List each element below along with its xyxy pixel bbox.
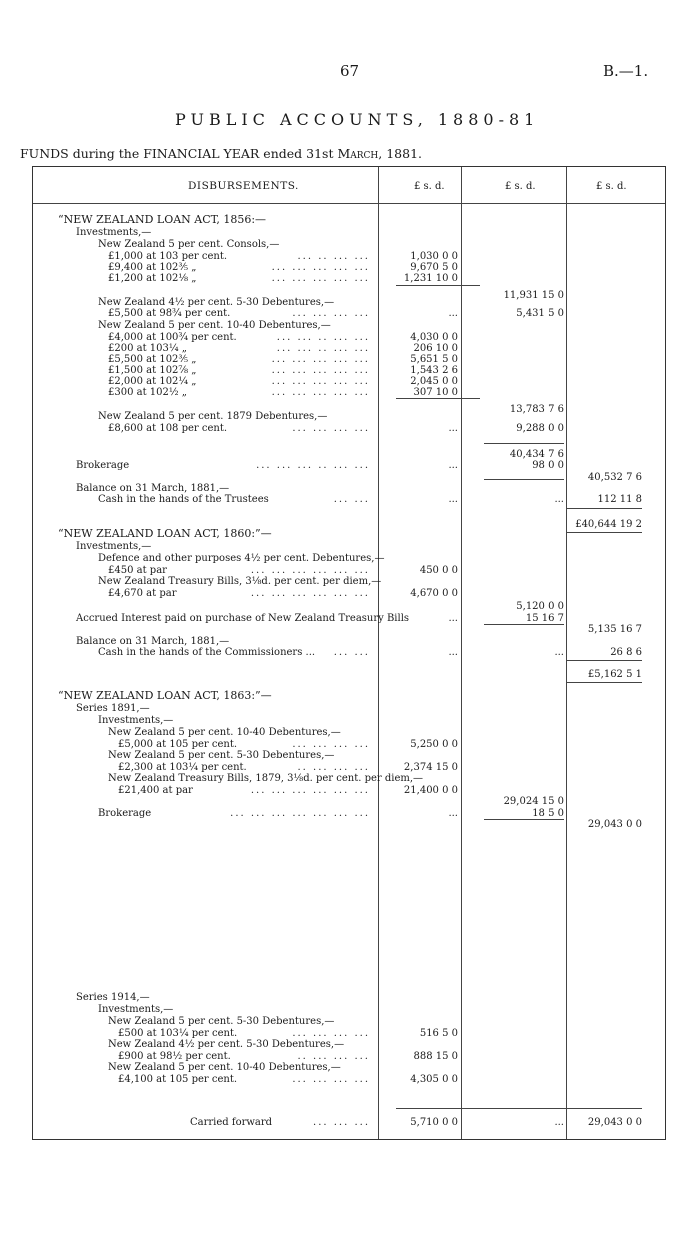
leader-dots: ... ... ... .. ... ... [256, 460, 370, 471]
table-row-label: New Zealand 5 per cent. 1879 Debentures,— [98, 411, 328, 422]
table-row-label: New Zealand 4½ per cent. 5-30 Debentures,— [108, 1039, 345, 1050]
table-row-label: “NEW ZEALAND LOAN ACT, 1856:— [58, 213, 267, 226]
leader-dots: ... ... ... ... ... ... [250, 565, 370, 576]
carried-forward-rule [396, 1108, 642, 1109]
table-row-label: £2,300 at 103¼ per cent. .. ... ... ... [118, 762, 370, 773]
total-rule [566, 532, 642, 533]
amount-cell: ... [448, 308, 458, 319]
leader-dots: ... ... [333, 647, 370, 658]
leader-dots: ... ... ... ... ... [271, 376, 370, 387]
amount-cell: 4,305 0 0 [410, 1074, 458, 1085]
sum-rule [484, 624, 564, 625]
table-row-label: Investments,— [76, 227, 152, 238]
leader-dots: .. ... ... ... [297, 1051, 370, 1062]
table-row-label: Investments,— [98, 715, 174, 726]
table-row-label: £9,400 at 102⅗ „ ... ... ... ... ... [108, 262, 370, 273]
amount-cell: 21,400 0 0 [403, 785, 458, 796]
amount-cell: 112 11 8 [597, 494, 642, 505]
subtitle-month: March [337, 146, 379, 161]
table-row-label: New Zealand 4½ per cent. 5-30 Debentures,— [98, 297, 335, 308]
table-row-label: £1,000 at 103 per cent. ... .. ... ... [108, 251, 370, 262]
leader-dots: ... ... .. ... ... [276, 332, 370, 343]
table-row-label: £200 at 103¼ „ ... ... .. ... ... [108, 343, 370, 354]
table-row-label: Carried forward ... ... ... [190, 1117, 370, 1128]
subtotal-cell: £5,162 5 1 [587, 669, 642, 680]
table-row-label: £4,000 at 100¾ per cent. ... ... .. ... ... [108, 332, 370, 343]
amount-cell: ... [448, 423, 458, 434]
table-row-label: Series 1914,— [76, 992, 150, 1003]
table-row-label: £4,670 at par ... ... ... ... ... ... [108, 588, 370, 599]
leader-dots: ... ... ... ... ... [271, 262, 370, 273]
subtotal-cell: 40,532 7 6 [587, 472, 642, 483]
table-row-label: £300 at 102½ „ ... ... ... ... ... [108, 387, 370, 398]
table-row-label: New Zealand 5 per cent. 5-30 Debentures,— [108, 1016, 335, 1027]
leader-dots: ... ... ... ... [292, 423, 370, 434]
amount-cell: ... [554, 1117, 564, 1128]
subtotal-cell: 5,120 0 0 [516, 601, 564, 612]
subtotal-cell: £40,644 19 2 [575, 519, 642, 530]
amount-cell: 4,030 0 0 [410, 332, 458, 343]
subtotal-cell: 40,434 7 6 [509, 449, 564, 460]
table-row-label: New Zealand 5 per cent. 10-40 Debentures,— [108, 1062, 341, 1073]
table-row-label: Series 1891,— [76, 703, 150, 714]
header-rule [33, 203, 665, 204]
amount-cell: 1,543 2 6 [410, 365, 458, 376]
table-row-label: New Zealand 5 per cent. Consols,— [98, 239, 280, 250]
table-row-label: Defence and other purposes 4½ per cent. Debentures,— [98, 553, 385, 564]
sum-rule [484, 479, 564, 480]
table-heading: DISBURSEMENTS. [188, 180, 299, 192]
amount-cell: 9,288 0 0 [516, 423, 564, 434]
subtitle-part-2: , 1881. [378, 146, 422, 161]
document-reference: B.—1. [603, 62, 649, 80]
table-row-label: £1,500 at 102⅞ „ ... ... ... ... ... [108, 365, 370, 376]
page-title: PUBLIC ACCOUNTS, 1880-81 [175, 110, 540, 129]
leader-dots: ... ... ... ... ... [271, 273, 370, 284]
amount-cell: 5,250 0 0 [410, 739, 458, 750]
table-row-label: Investments,— [76, 541, 152, 552]
table-row-label: £500 at 103¼ per cent. ... ... ... ... [118, 1028, 370, 1039]
leader-dots: ... ... ... ... ... [271, 354, 370, 365]
amount-cell: ... [448, 808, 458, 819]
amount-cell: 450 0 0 [419, 565, 458, 576]
leader-dots: ... ... .. ... ... [276, 343, 370, 354]
table-row-label: “NEW ZEALAND LOAN ACT, 1860:”— [58, 527, 272, 540]
leader-dots: ... ... ... ... ... ... [250, 588, 370, 599]
sum-rule [396, 398, 480, 399]
amount-cell: 26 8 6 [610, 647, 642, 658]
amount-cell: 18 5 0 [532, 808, 564, 819]
table-row-label: £450 at par ... ... ... ... ... ... [108, 565, 370, 576]
amount-cell: ... [448, 494, 458, 505]
amount-cell: 9,670 5 0 [410, 262, 458, 273]
table-row-label: £2,000 at 102¼ „ ... ... ... ... ... [108, 376, 370, 387]
leader-dots: ... ... ... ... [292, 1074, 370, 1085]
amount-cell: ... [554, 647, 564, 658]
table-row-label: £5,500 at 98¾ per cent. ... ... ... ... [108, 308, 370, 319]
leader-dots: ... ... ... ... [292, 1028, 370, 1039]
table-row-label: £5,000 at 105 per cent. ... ... ... ... [118, 739, 370, 750]
table-row-label: £8,600 at 108 per cent. ... ... ... ... [108, 423, 370, 434]
amount-cell: ... [448, 460, 458, 471]
table-row-label: Cash in the hands of the Trustees ... ... [98, 494, 370, 505]
table-row-label: £5,500 at 102⅗ „ ... ... ... ... ... [108, 354, 370, 365]
amount-cell: 5,710 0 0 [410, 1117, 458, 1128]
table-row-label: Brokerage ... ... ... ... ... ... ... [98, 808, 370, 819]
sum-rule [566, 660, 642, 661]
amount-cell: 1,231 10 0 [403, 273, 458, 284]
table-row-label: Cash in the hands of the Commissioners ... ... ... [98, 647, 370, 658]
table-row-label: Brokerage ... ... ... .. ... ... [76, 460, 370, 471]
column-head-3: £ s. d. [596, 181, 627, 192]
leader-dots: ... ... ... [313, 1117, 370, 1128]
table-row-label: Accrued Interest paid on purchase of New Zealand Treasury Bills [76, 613, 410, 624]
column-head-2: £ s. d. [505, 181, 536, 192]
amount-cell: ... [448, 613, 458, 624]
amount-cell: 206 10 0 [413, 343, 458, 354]
table-row-label: New Zealand 5 per cent. 10-40 Debentures,— [108, 727, 341, 738]
table-row-label: £900 at 98½ per cent. .. ... ... ... [118, 1051, 370, 1062]
sum-rule [566, 508, 642, 509]
page-subtitle [20, 146, 422, 161]
sum-rule [484, 443, 564, 444]
table-row-label: £4,100 at 105 per cent. ... ... ... ... [118, 1074, 370, 1085]
sum-rule [484, 819, 564, 820]
leader-dots: ... ... [333, 494, 370, 505]
amount-cell: ... [448, 647, 458, 658]
table-row-label: New Zealand Treasury Bills, 3⅛d. per cent. per diem,— [98, 576, 382, 587]
table-row-label: Balance on 31 March, 1881,— [76, 483, 230, 494]
table-row-label: Investments,— [98, 1004, 174, 1015]
table-row-label: Balance on 31 March, 1881,— [76, 636, 230, 647]
total-rule [566, 682, 642, 683]
table-row-label: New Zealand 5 per cent. 10-40 Debentures,— [98, 320, 331, 331]
subtotal-cell: 13,783 7 6 [509, 404, 564, 415]
subtotal-cell: 29,043 0 0 [587, 819, 642, 830]
leader-dots: ... ... ... ... [292, 739, 370, 750]
amount-cell: 2,374 15 0 [403, 762, 458, 773]
subtitle-part-1: FUNDS during the FINANCIAL YEAR ended 31st [20, 146, 338, 161]
table-row-label: New Zealand Treasury Bills, 1879, 3⅛d. per cent. per diem,— [108, 773, 424, 784]
leader-dots: ... ... ... ... [292, 308, 370, 319]
subtotal-cell: 29,024 15 0 [503, 796, 564, 807]
leader-dots: ... ... ... ... ... ... ... [230, 808, 370, 819]
leader-dots: .. ... ... ... [297, 762, 370, 773]
subtotal-cell: 5,135 16 7 [587, 624, 642, 635]
amount-cell: 516 5 0 [419, 1028, 458, 1039]
amount-cell: 307 10 0 [413, 387, 458, 398]
table-row-label: £21,400 at par ... ... ... ... ... ... [118, 785, 370, 796]
table-row-label: £1,200 at 102⅛ „ ... ... ... ... ... [108, 273, 370, 284]
leader-dots: ... ... ... ... ... [271, 365, 370, 376]
amount-cell: 888 15 0 [413, 1051, 458, 1062]
amount-cell: ... [554, 494, 564, 505]
leader-dots: ... ... ... ... ... [271, 387, 370, 398]
subtotal-cell: 11,931 15 0 [503, 290, 564, 301]
amount-cell: 5,651 5 0 [410, 354, 458, 365]
table-row-label: “NEW ZEALAND LOAN ACT, 1863:”— [58, 689, 272, 702]
leader-dots: ... ... ... ... ... ... [250, 785, 370, 796]
amount-cell: 1,030 0 0 [410, 251, 458, 262]
amount-cell: 4,670 0 0 [410, 588, 458, 599]
amount-cell: 98 0 0 [532, 460, 564, 471]
sum-rule [396, 285, 480, 286]
leader-dots: ... .. ... ... [297, 251, 370, 262]
column-head-1: £ s. d. [414, 181, 445, 192]
amount-cell: 2,045 0 0 [410, 376, 458, 387]
amount-cell: 29,043 0 0 [587, 1117, 642, 1128]
table-row-label: New Zealand 5 per cent. 5-30 Debentures,— [108, 750, 335, 761]
amount-cell: 15 16 7 [525, 613, 564, 624]
page-number: 67 [340, 62, 360, 80]
amount-cell: 5,431 5 0 [516, 308, 564, 319]
